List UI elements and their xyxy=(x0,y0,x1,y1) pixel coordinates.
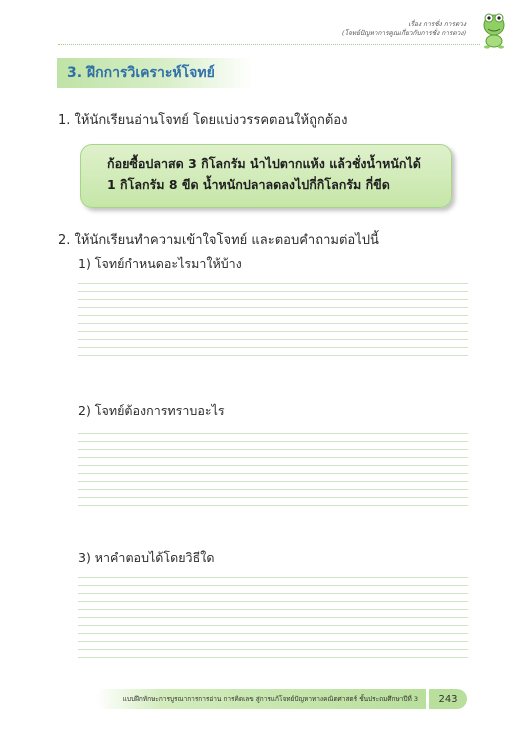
header-topic: เรื่อง การชั่ง การตวง xyxy=(408,20,466,28)
frog-mascot-icon xyxy=(478,10,510,50)
section-title xyxy=(57,58,253,88)
header-divider xyxy=(58,44,480,45)
question-3: 3) หาคำตอบได้โดยวิธีใด xyxy=(78,550,215,565)
problem-box xyxy=(80,144,452,208)
header-subtopic: (โจทย์ปัญหาการคูณเกี่ยวกับการชั่ง การตวง) xyxy=(341,29,466,37)
question-1: 1) โจทย์กำหนดอะไรมาให้บ้าง xyxy=(78,256,242,271)
answer-lines-3[interactable] xyxy=(78,577,468,665)
question-2: 2) โจทย์ต้องการทราบอะไร xyxy=(78,403,225,418)
instruction-2: 2. ให้นักเรียนทำความเข้าใจโจทย์ และตอบคำถามต่อไปนี้ xyxy=(58,233,379,248)
footer-text: แบบฝึกทักษะการบูรณาการการอ่าน การคิดเลข สู่การแก้โจทย์ปัญหาทางคณิตศาสตร์ ชั้นประถมศึกษาปีที่ 3 xyxy=(122,695,418,703)
section-title-text: 3. ฝึกการวิเคราะห์โจทย์ xyxy=(67,65,215,81)
answer-lines-1[interactable] xyxy=(78,283,468,363)
answer-lines-2[interactable] xyxy=(78,433,468,513)
page-number: 243 xyxy=(429,689,467,709)
footer-banner xyxy=(96,689,426,709)
instruction-1: 1. ให้นักเรียนอ่านโจทย์ โดยแบ่งวรรคตอนให้ถูกต้อง xyxy=(58,113,348,128)
problem-line-2: 1 กิโลกรัม 8 ขีด น้ำหนักปลาลดลงไปกี่กิโลกรัม กี่ขีด xyxy=(107,177,390,192)
page-header xyxy=(342,20,466,38)
problem-line-1: ก้อยซื้อปลาสด 3 กิโลกรัม นำไปตากแห้ง แล้วชั่งน้ำหนักได้ xyxy=(107,156,421,171)
